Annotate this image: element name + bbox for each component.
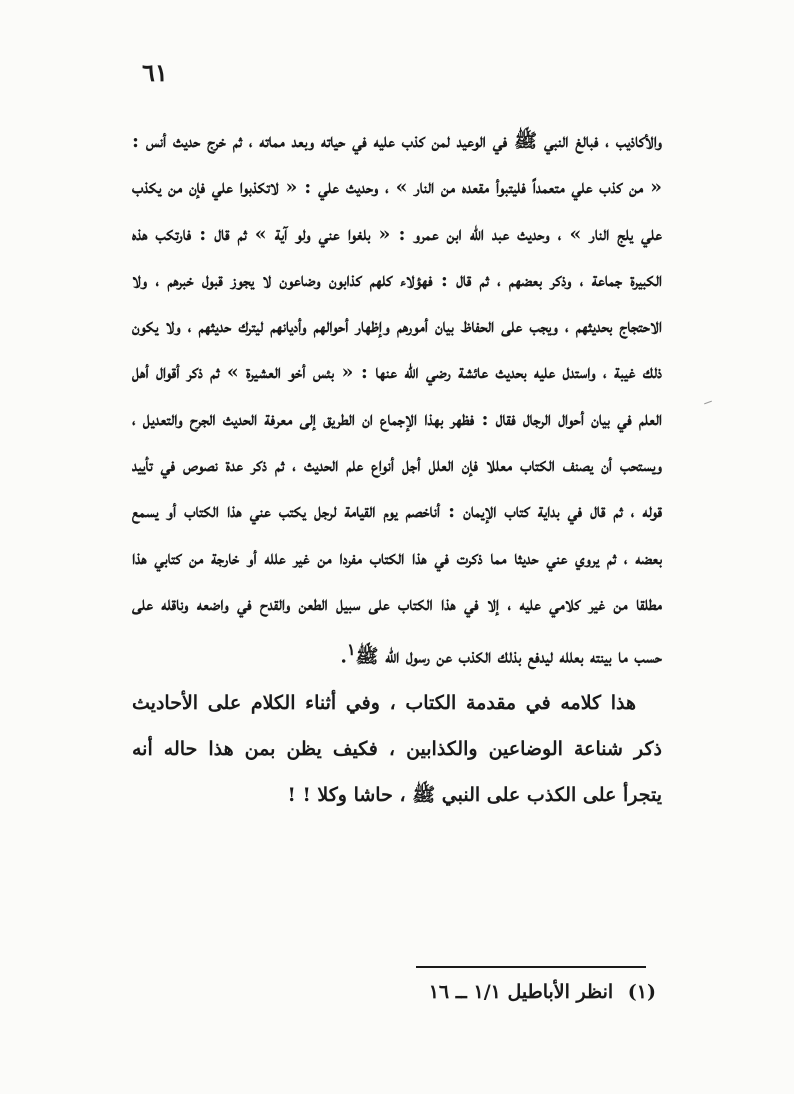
- footnote-reference: ١: [346, 640, 356, 660]
- paragraph-2: هذا كلامه في مقدمة الكتاب ، وفي أثناء الكلام على الأحاديث ذكر شناعة الوضاعين والكذابين ، فكيف يظن بمن هذا حاله أنه يتجرأ على الكذب على النبي ﷺ ، حاشا وكلا ! !: [132, 691, 662, 807]
- paragraph-1: [132, 118, 662, 680]
- page-number: ٦١: [142, 58, 168, 87]
- stray-ink-mark: [704, 401, 712, 405]
- paragraph-1-text: والأكاذيب ، فبالغ النبي ﷺ في الوعيد لمن كذب عليه في حياته وبعد مماته ، ثم خرج حديث أنس : « من كذب علي متعمداً فليتبوأ مقعده من النار » ، وحديث علي : « لاتكذبوا علي فإن من يكذب علي يلج النار » ، وحديث عبد الله ابن عمرو : « بلغوا عني ولو آية » ثم قال : فارتكب هذه الكبيرة جماعة ، وذكر بعضهم ، ثم قال : فهؤلاء كلهم كذابون وضاعون لا يجوز قبول خبرهم ، ولا الاحتجاج بحديثهم ، ويجب على الحفاظ بيان أمورهم وإظهار أحوالهم وأديانهم ليترك حديثهم ، ولا يكون ذلك غيبة ، واستدل عليه بحديث عائشة رضي الله عنها : « بئس أخو العشيرة » ثم ذكر أقوال أهل العلم في بيان أحوال الرجال فقال : فظهر بهذا الإجماع ان الطريق إلى معرفة الحديث الجرح والتعديل ، ويستحب أن يصنف الكتاب معللا فإن العلل أجل أنواع علم الحديث ، ثم ذكر عدة نصوص في تأييد قوله ، ثم قال في بداية كتاب الإيمان : أناخصم يوم القيامة لرجل يكتب عني هذا الكتاب أو يسمع بعضه ، ثم يروي عني حديثا مما ذكرت في هذا الكتاب مفردا من غير علله أو خارجة من كتابي هذا مطلقا من غير كلامي عليه ، إلا في هذا الكتاب على سبيل الطعن والقدح في واضعه وناقله على حسب ما بينته بعلله ليدفع بذلك الكذب عن رسول الله ﷺ: [132, 130, 662, 668]
- footnote-mark: (١): [627, 981, 656, 1003]
- paragraph-1-end: .: [340, 645, 347, 668]
- footnote-text: انظر الأباطيل ١/١ ــ ١٦: [428, 981, 614, 1003]
- main-text: [132, 118, 662, 819]
- footnote-divider: [416, 966, 646, 968]
- footnote: [136, 976, 656, 1008]
